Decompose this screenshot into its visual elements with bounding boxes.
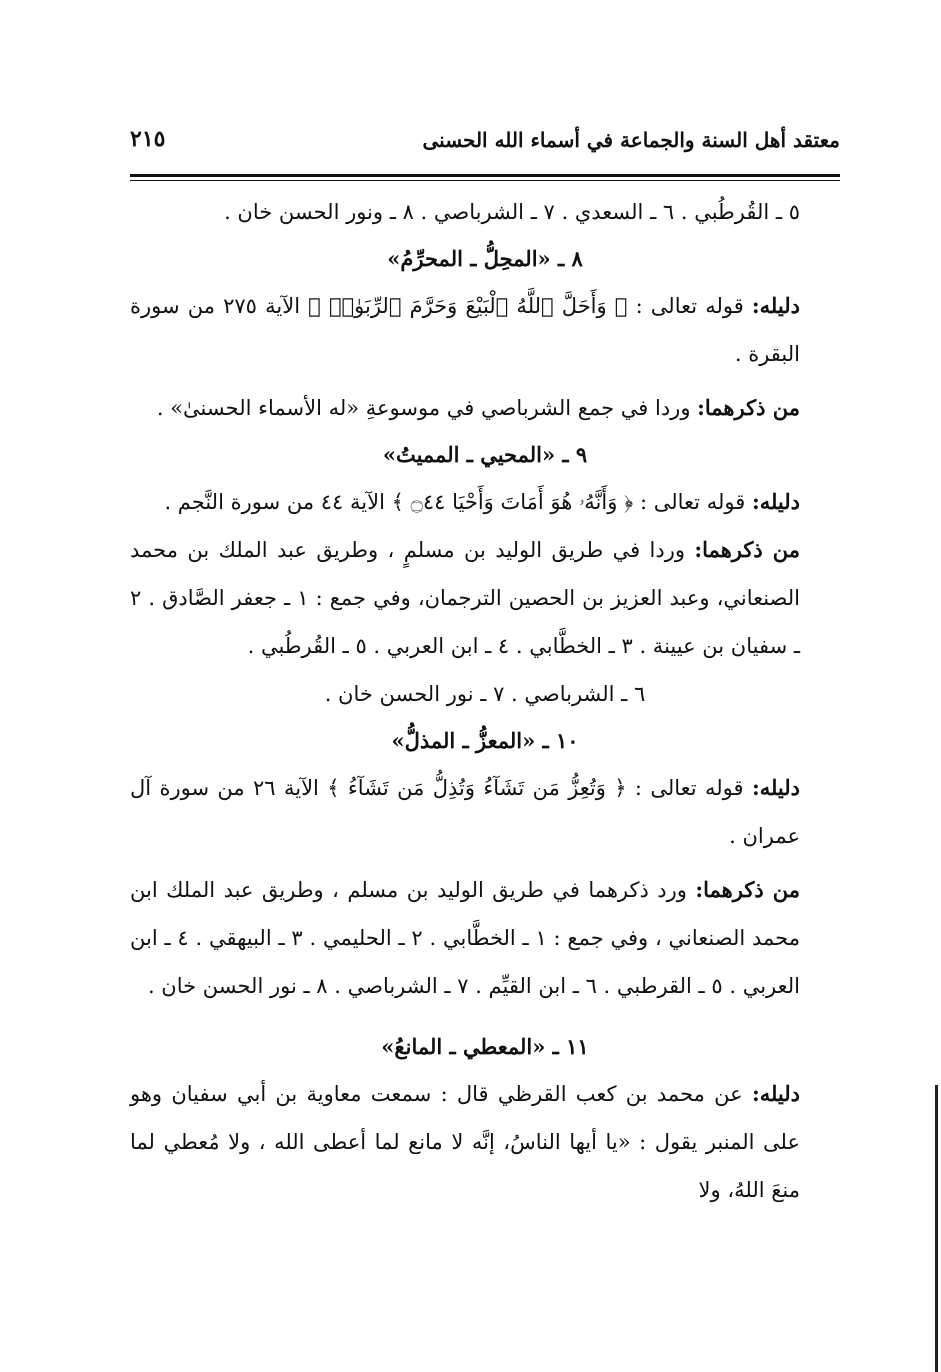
page-header xyxy=(130,120,840,160)
paragraph-mentioners-8 xyxy=(130,384,840,432)
running-title: معتقد أهل السنة والجماعة في أسماء الله الحسنى xyxy=(422,128,840,152)
mentioners-text: وردا في طريق الوليد بن مسلمٍ ، وطريق عبد الملك بن محمد الصنعاني، وعبد العزيز بن الحصين الترجمان، وفي جمع : ١ ـ جعفر الصَّادق . ٢ ـ سفيان بن عيينة . ٣ ـ الخطَّابي . ٤ ـ ابن العربي . ٥ ـ القُرطُبي . xyxy=(130,538,801,658)
section-heading-10: ١٠ ـ «المعزُّ ـ المذلُّ» xyxy=(391,728,579,753)
evidence-text: قوله تعالى : ﴿ وَتُعِزُّ مَن تَشَآءُ وَتُذِلُّ مَن تَشَآءُ ﴾ الآية ٢٦ من سورة آل عمران . xyxy=(130,776,800,848)
mentioners-label: من ذكرهما: xyxy=(697,395,800,420)
paragraph-list-continuation: ٥ ـ القُرطُبي . ٦ ـ السعدي . ٧ ـ الشرباصي . ٨ ـ ونور الحسن خان . xyxy=(224,200,800,224)
paragraph-evidence-10 xyxy=(130,764,840,860)
evidence-label: دليله: xyxy=(751,489,800,514)
evidence-label: دليله: xyxy=(751,293,800,318)
evidence-text: قوله تعالى : ﴿ وَأَحَلَّ ٱللَّهُ ٱلْبَيْعَ وَحَرَّمَ ٱلرِّبَوٰا۟ ﴾ الآية ٢٧٥ من سورة البقرة . xyxy=(130,294,800,366)
evidence-label: دليله: xyxy=(751,1081,800,1106)
paragraph-evidence-11 xyxy=(130,1070,840,1214)
header-rule-thick xyxy=(130,174,840,177)
page-body xyxy=(130,188,840,1214)
scan-edge-line xyxy=(935,1085,938,1372)
paragraph-mentioners-9-tail: ٦ ـ الشرباصي . ٧ ـ نور الحسن خان . xyxy=(324,682,646,706)
evidence-text: عن محمد بن كعب القرظي قال : سمعت معاوية بن أبي سفيان وهو على المنبر يقول : «يا أيها الناسُ، إنَّه لا مانع لما أعطى الله ، ولا مُعطي لما منعَ اللهُ، ولا xyxy=(130,1082,800,1202)
section-heading-8: ٨ ـ «المحِلُّ ـ المحرِّمُ» xyxy=(387,246,583,271)
paragraph-mentioners-9 xyxy=(130,526,840,670)
paragraph-evidence-8 xyxy=(130,282,840,378)
header-rule-thin xyxy=(130,180,840,181)
section-heading-9: ٩ ـ «المحيي ـ المميتُ» xyxy=(382,442,588,467)
mentioners-label: من ذكرهما: xyxy=(695,877,800,902)
evidence-label: دليله: xyxy=(751,775,800,800)
page-number: ٢١٥ xyxy=(130,126,166,152)
paragraph-evidence-9 xyxy=(130,478,840,526)
mentioners-text: وردا في جمع الشرباصي في موسوعةِ «له الأسماء الحسنىٰ» . xyxy=(156,396,698,420)
paragraph-mentioners-10 xyxy=(130,866,840,1010)
mentioners-text: ورد ذكرهما في طريق الوليد بن مسلم ، وطريق عبد الملك ابن محمد الصنعاني ، وفي جمع : ١ ـ الخطَّابي . ٢ ـ الحليمي . ٣ ـ البيهقي . ٤ ـ ابن العربي . ٥ ـ القرطبي . ٦ ـ ابن القيِّم . ٧ ـ الشرباصي . ٨ ـ نور الحسن خان . xyxy=(130,878,800,998)
mentioners-label: من ذكرهما: xyxy=(694,537,800,562)
section-heading-11: ١١ ـ «المعطي ـ المانعُ» xyxy=(381,1034,589,1059)
evidence-text: قوله تعالى : ﴿ وَأَنَّهُۥ هُوَ أَمَاتَ وَأَحْيَا ۝٤٤ ﴾ الآية ٤٤ من سورة النَّجم . xyxy=(164,490,752,514)
